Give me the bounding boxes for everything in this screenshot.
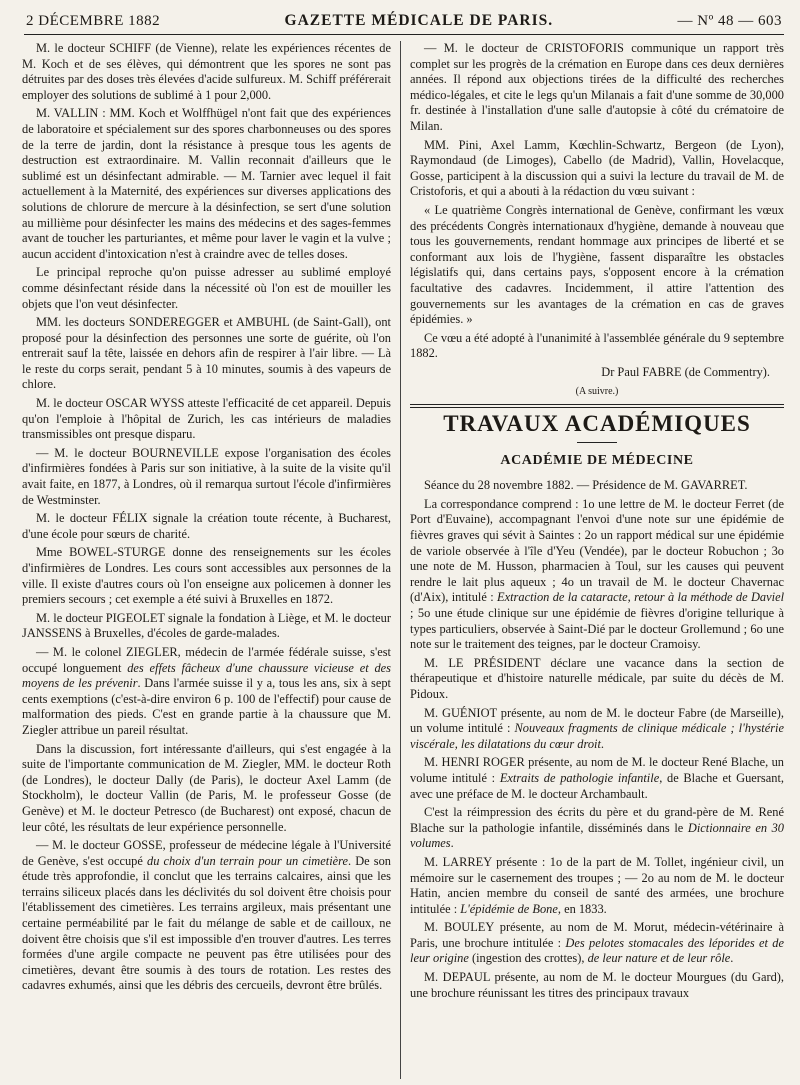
paragraph: MM. Pini, Axel Lamm, Kœchlin-Schwartz, Bergeon (de Lyon), Raymondaud (de Limoges), Cabello (de Madrid), Vallin, Hovelacque, Gosse, participent à la discussion qui a suivi la lecture du travail de M. de Cristoforis, et qui a abouti à la rédaction du vœu suivant :	[410, 137, 784, 199]
italic-title: Extraction de la cataracte, retour à la méthode de Daviel	[497, 590, 784, 605]
paragraph: Dans la discussion, fort intéressante d'ailleurs, qui s'est engagée à la suite de l'importante communication de M. Ziegler, MM. le docteur Roth (de Londres), le docteur Dally (de Paris), le docteur Axel Lamm (de Stockholm), le docteur Vallin (de Paris, M. le professeur Gosse (de Genève) et M. le docteur Petresco (de Bucharest) ont exposé, chacun de leur côté, les résultats de leur expérience personnelle.	[22, 741, 391, 834]
italic-title: Dictionnaire en 30 volumes	[410, 820, 784, 851]
paragraph	[22, 838, 391, 994]
paragraph: M. le docteur SCHIFF (de Vienne), relate les expériences récentes de M. Koch et de ses élèves, qui démontrent que les spores ne sont pas détruites par des doses très élevées d'acide sulfureux. M. Schiff préférerait employer des solutions de sublimé à 1 pour 2,000.	[22, 41, 391, 102]
italic-title: du choix d'un terrain pour un cimetière	[147, 853, 348, 868]
paragraph	[410, 755, 784, 802]
header-issue-number: — Nº 48 —	[677, 13, 754, 29]
text-run: .	[450, 836, 454, 851]
text-run: M. LARREY présente : 1o de la part de M. Tollet, ingénieur civil, un mémoire sur le casernement des troupes ; — 2o au nom de M. le docteur Hatin, ancien membre du conseil de santé des armées, une brochure intitulée :	[410, 854, 784, 916]
paragraph: Le principal reproche qu'on puisse adresser au sublimé employé comme désinfectant réside dans la nécessité où l'on est de mouiller les objets que l'on veut désinfecter.	[22, 265, 391, 311]
text-run: . Dans l'armée suisse il y a, tous les ans, six à sept cents exemptions (c'est-à-dire environ 6 p. 100 de l'effectif) pour cause de malformation des pieds. C'est en grande partie à la chaussure que M. Ziegler attribue un pareil résultat.	[22, 676, 391, 737]
paragraph	[410, 805, 784, 852]
italic-title: Extraits de pathologie infantile	[499, 770, 660, 785]
paragraph: Ce vœu a été adopté à l'unanimité à l'assemblée générale du 9 septembre 1882.	[410, 330, 784, 361]
header-date: 2 DÉCEMBRE 1882	[26, 13, 161, 29]
quoted-resolution: « Le quatrième Congrès international de Genève, confirmant les vœux des précédents Congrès internationaux d'hygiène, demande à nouveau que tous les gouvernements, rendant hommage aux principes de liberté et se conformant aux lois de l'hygiène, fassent disparaître les obstacles législatifs qui, dans certains pays, s'opposent encore à la crémation facultative des cadavres. Incidemment, il attire l'attention des gouvernements sur les avantages de la crémation en cas de graves épidémies. »	[410, 202, 784, 327]
text-run: M. BOULEY présente, au nom de M. Morut, médecin-vétérinaire à Paris, une brochure intitulée :	[410, 920, 784, 950]
seance-line: Séance du 28 novembre 1882. — Présidence de M. GAVARRET.	[424, 478, 748, 493]
header-rule	[24, 34, 784, 35]
right-column	[400, 41, 784, 1079]
paragraph: M. LE PRÉSIDENT déclare une vacance dans la section de thérapeutique et d'histoire naturelle médicale, par suite du décès de M. Pidoux.	[410, 655, 784, 701]
paragraph: M. le docteur PIGEOLET signale la fondation à Liège, et M. le docteur JANSSENS à Bruxelles, d'écoles de garde-malades.	[22, 610, 391, 641]
text-run: .	[730, 951, 734, 966]
text-run: , en 1833.	[557, 901, 607, 916]
paragraph: Mme BOWEL-STURGE donne des renseignements sur les écoles d'infirmières de Londres. Les cours sont accessibles aux personnes de la ville. Il existe d'autres cours où l'on enseigne aux policemen à donner les premiers secours ; cet exemple a été suivi à Bruxelles en 1872.	[22, 545, 391, 607]
page-header	[22, 0, 786, 34]
italic-title: Des pelotes stomacales des léporides et de leur origine	[410, 935, 784, 966]
paragraph: M. DEPAUL présente, au nom de M. le docteur Mourgues (du Gard), une brochure réunissant les titres des principaux travaux	[410, 970, 784, 1000]
section-rule	[410, 404, 784, 405]
text-run: , de Blache et Guersant, avec une préface de M. le docteur Archambault.	[410, 770, 784, 801]
paragraph	[410, 497, 784, 653]
text-run: M. HENRI ROGER présente, au nom de M. le docteur René Blache, un volume intitulé :	[410, 755, 784, 785]
text-run: C'est la réimpression des écrits du père et du grand-père de M. René Blache sur la pathologie infantile, disséminés dans le	[410, 805, 784, 835]
text-run: — M. le colonel ZIEGLER, médecin de l'armée fédérale suisse, s'est occupé longuement	[22, 644, 391, 675]
paragraph: M. le docteur OSCAR WYSS atteste l'efficacité de cet appareil. Depuis qu'on l'emploie à l'hôpital de Zurich, les cas intérieurs de maladies transmissibles ont presque disparu.	[22, 396, 391, 442]
to-be-continued: (A suivre.)	[575, 386, 619, 398]
left-column	[22, 41, 400, 1079]
short-rule	[577, 442, 617, 443]
text-run: La correspondance comprend : 1o une lettre de M. le docteur Ferret (de Port d'Euvaine), accompagnant l'envoi d'une note sur une épidémie de fièvres graves qui sévit à Saintes : 2o un rapport médical sur une épidémie de variole observée à l'île d'Yeu (Vendée), par le docteur Robuchon ; 3o une note de M. Husson, pharmacien à Toul, sur les causes qui peuvent rendre le lait plus aqueux ; 4o un travail de M. le docteur Chavernac (d'Aix), intitulé :	[410, 496, 784, 605]
paragraph: M. le docteur FÉLIX signale la création toute récente, à Bucharest, d'une école pour sœurs de charité.	[22, 511, 391, 541]
text-run: ; 5o une étude clinique sur une épidémie de fièvres d'origine tellurique à types particuliers, observée à Saint-Dié par le docteur Grollemund ; 6o une note sur le traitement des teignes, par le docteur Cramoisy.	[410, 606, 784, 652]
columns	[22, 41, 786, 1079]
paragraph	[22, 645, 391, 739]
header-title: GAZETTE MÉDICALE DE PARIS.	[284, 12, 554, 29]
paragraph: MM. les docteurs SONDEREGGER et AMBUHL (de Saint-Gall), ont proposé pour la désinfection des personnes une sorte de guérite, où l'on entrerait sauf la tête, laissée en dehors afin de respirer à l'air libre. — Là le reste du corps serait, pendant 5 à 10 minutes, soumis à des vapeurs de chlore.	[22, 315, 391, 392]
italic-title: Nouveaux fragments de clinique médicale ; l'hystérie viscérale, les dilatations du cœur droit	[410, 721, 784, 751]
paragraph	[410, 855, 784, 917]
text-run: (ingestion des crottes),	[468, 951, 588, 966]
text-run: . De son étude très approfondie, il conclut que les terrains calcaires, ainsi que les terrains siliceux placés dans les déclivités du sol doivent être choisis pour l'établissement des cimetières. Les terrains argileux, mais présentant une certaine perméabilité par le fait du mélange de sable et de cailloux, ne doivent être choisis que s'il est impossible d'en trouver d'autres. Les terres formées d'une argile compacte ne peuvent pas être utilisées pour des cimetières, devant être soumis à des tours de rotation. Les restes des cadavres exhumés, ainsi que les débris des cercueils, devront être brûlés.	[22, 853, 391, 993]
paragraph: M. VALLIN : MM. Koch et Wolffhügel n'ont fait que des expériences de laboratoire et spécialement sur des spores charbonneuses ou des spores de la terre de jardin, dont la résistance à presque tous les agents de destruction est extraordinaire. M. Vallin reconnait d'ailleurs que le sublimé est un désinfectant admirable. — M. Tarnier avec lequel il fait actuellement à la Maternité, des expériences sur diverses applications des solutions de chlorure de mercure à la désinfection, se sert d'une solution au millième pour désinfecter les mains des médecins et des sages-femmes avant de toucher les parturiantes, et même pour laver le vagin et la vulve ; aucun accident d'intoxication n'est à craindre avec de telles doses.	[22, 106, 391, 261]
signature: Dr Paul FABRE (de Commentry).	[601, 364, 770, 379]
paragraph: — M. le docteur BOURNEVILLE expose l'organisation des écoles d'infirmières fondées à Paris sur son initiative, à la suite de la visite qu'il avait faite, en 1877, à Londres, où il remarqua surtout l'école d'infirmières de Westminster.	[22, 445, 391, 507]
italic-title: des effets fâcheux d'une chaussure vicieuse et des moyens de les prévenir	[22, 660, 391, 691]
section-title: TRAVAUX ACADÉMIQUES	[443, 411, 751, 437]
paragraph: — M. le docteur de CRISTOFORIS communique un rapport très complet sur les progrès de la crémation en Europe dans ces deux dernières années. Il répond aux objections tirées de la difficulté des recherches médico-légales, et cite le legs qu'un Milanais a fait d'une somme de 30,000 fr. destinée à l'installation d'une salle d'autopsie à côté du crématoire de Milan.	[410, 41, 784, 133]
italic-title: de leur nature et de leur rôle	[587, 951, 731, 966]
subsection-title: ACADÉMIE DE MÉDECINE	[500, 452, 694, 468]
text-run: — M. le docteur GOSSE, professeur de médecine légale à l'Université de Genève, s'est occupé	[22, 838, 391, 868]
italic-title: L'épidémie de Bone	[460, 901, 558, 916]
paragraph	[410, 706, 784, 753]
text-run: M. GUÉNIOT présente, au nom de M. le docteur Fabre (de Marseille), un volume intitulé :	[410, 705, 784, 736]
header-page-number: 603	[757, 13, 782, 29]
text-run: .	[600, 736, 605, 751]
header-page-info	[678, 13, 782, 30]
section-rule	[410, 407, 784, 408]
paragraph	[410, 920, 784, 967]
